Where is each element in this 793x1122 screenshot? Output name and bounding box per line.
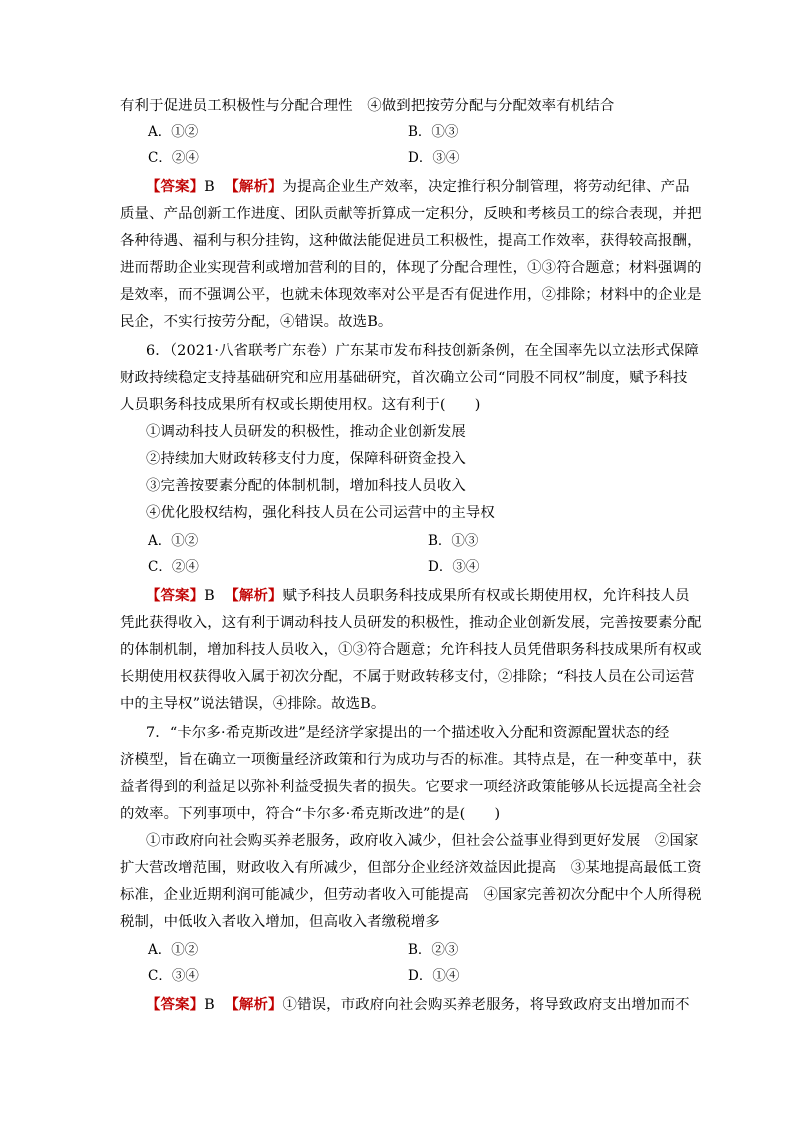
- q7-stem-line: 7．“卡尔多·希克斯改进”是经济学家提出的一个描述收入分配和资源配置状态的经: [146, 725, 670, 741]
- q6-item: ④优化股权结构，强化科技人员在公司运营中的主导权: [146, 505, 495, 521]
- q6-option-a: A．①②: [148, 533, 199, 549]
- q7-item-line: 标准，企业近期利润可能减少，但劳动者收入可能提高 ④国家完善初次分配中个人所得税: [120, 887, 702, 903]
- analysis-tag: 【解析】: [224, 587, 283, 604]
- analysis-text: ①错误，市政府向社会购买养老服务，将导致政府支出增加而不: [282, 997, 690, 1013]
- q5-option-d: D．③④: [408, 150, 460, 166]
- q6-item: ②持续加大财政转移支付力度，保障科研资金投入: [146, 451, 466, 467]
- q5-stem-tail: 有利于促进员工积极性与分配合理性 ④做到把按劳分配与分配效率有机结合: [120, 98, 615, 114]
- q6-item: ①调动科技人员研发的积极性，推动企业创新发展: [146, 424, 466, 440]
- q7-option-c: C．③④: [148, 968, 199, 984]
- q5-analysis-line: 各种待遇、福利与积分挂钩，这种做法能促进员工积极性，提高工作效率，获得较高报酬，: [120, 233, 702, 249]
- q7-option-a: A．①②: [148, 942, 199, 958]
- answer-letter: B: [204, 997, 215, 1013]
- q5-option-a: A．①②: [148, 124, 199, 140]
- q5-option-c: C．②④: [148, 150, 199, 166]
- q5-option-b: B．①③: [408, 124, 459, 140]
- answer-tag: 【答案】: [146, 996, 205, 1013]
- q6-option-b: B．①③: [428, 533, 479, 549]
- analysis-tag: 【解析】: [224, 178, 283, 195]
- q6-stem-line: 人员职务科技成果所有权或长期使用权。这有利于( ): [120, 397, 481, 413]
- q5-analysis-line: 是效率，而不强调公平，也就未体现效率对公平是否有促进作用，②排除；材料中的企业是: [120, 287, 702, 303]
- q6-option-c: C．②④: [148, 559, 199, 575]
- q7-item-line: 扩大营改增范围，财政收入有所减少，但部分企业经济效益因此提高 ③某地提高最低工资: [120, 860, 702, 876]
- analysis-tag: 【解析】: [224, 996, 283, 1013]
- q6-analysis-line: 长期使用权获得收入属于初次分配，不属于财政转移支付，②排除；“科技人员在公司运营: [120, 669, 695, 685]
- answer-letter: B: [204, 179, 215, 195]
- q5-analysis-line: 进而帮助企业实现营利或增加营利的目的，体现了分配合理性，①③符合题意；材料强调的: [120, 260, 702, 276]
- q7-stem-line: 济模型，旨在确立一项衡量经济政策和行为成功与否的标准。其特点是，在一种变革中，获: [120, 752, 702, 768]
- q7-item-line: 税制，中低收入者收入增加，但高收入者缴税增多: [120, 914, 440, 930]
- q7-stem-line: 益者得到的利益足以弥补利益受损失者的损失。它要求一项经济政策能够从长远提高全社会: [120, 779, 702, 795]
- q6-option-d: D．③④: [428, 559, 480, 575]
- q5-analysis-line: 质量、产品创新工作进度、团队贡献等折算成一定积分，反映和考核员工的综合表现，并把: [120, 206, 702, 222]
- q7-option-d: D．①④: [408, 968, 460, 984]
- q6-item: ③完善按要素分配的体制机制，增加科技人员收入: [146, 478, 466, 494]
- q6-analysis-line: 凭此获得收入，这有利于调动科技人员研发的积极性，推动企业创新发展，完善按要素分配: [120, 615, 702, 631]
- q6-answer-line: [146, 586, 690, 606]
- answer-tag: 【答案】: [146, 587, 205, 604]
- q7-answer-line: [146, 995, 690, 1015]
- q5-answer-line: [146, 177, 690, 197]
- analysis-text: 为提高企业生产效率，决定推行积分制管理，将劳动纪律、产品: [282, 179, 690, 195]
- q6-analysis-line: 中的主导权”说法错误，④排除。故选B。: [120, 696, 386, 712]
- q6-analysis-line: 的体制机制，增加科技人员收入，①③符合题意；允许科技人员凭借职务科技成果所有权或: [120, 642, 702, 658]
- q6-stem-line: 财政持续稳定支持基础研究和应用基础研究，首次确立公司“同股不同权”制度，赋予科技: [120, 370, 688, 386]
- analysis-text: 赋予科技人员职务科技成果所有权或长期使用权，允许科技人员: [282, 588, 690, 604]
- q7-item-line: ①市政府向社会购买养老服务，政府收入减少，但社会公益事业得到更好发展 ②国家: [146, 833, 699, 849]
- q5-analysis-line: 民企，不实行按劳分配，④错误。故选B。: [120, 314, 393, 330]
- answer-tag: 【答案】: [146, 178, 205, 195]
- q6-stem-line: 6．（2021·八省联考广东卷）广东某市发布科技创新条例，在全国率先以立法形式保障: [146, 343, 699, 359]
- q7-option-b: B．②③: [408, 942, 459, 958]
- answer-letter: B: [204, 588, 215, 604]
- q7-stem-line: 的效率。下列事项中，符合“卡尔多·希克斯改进”的是( ): [120, 806, 501, 822]
